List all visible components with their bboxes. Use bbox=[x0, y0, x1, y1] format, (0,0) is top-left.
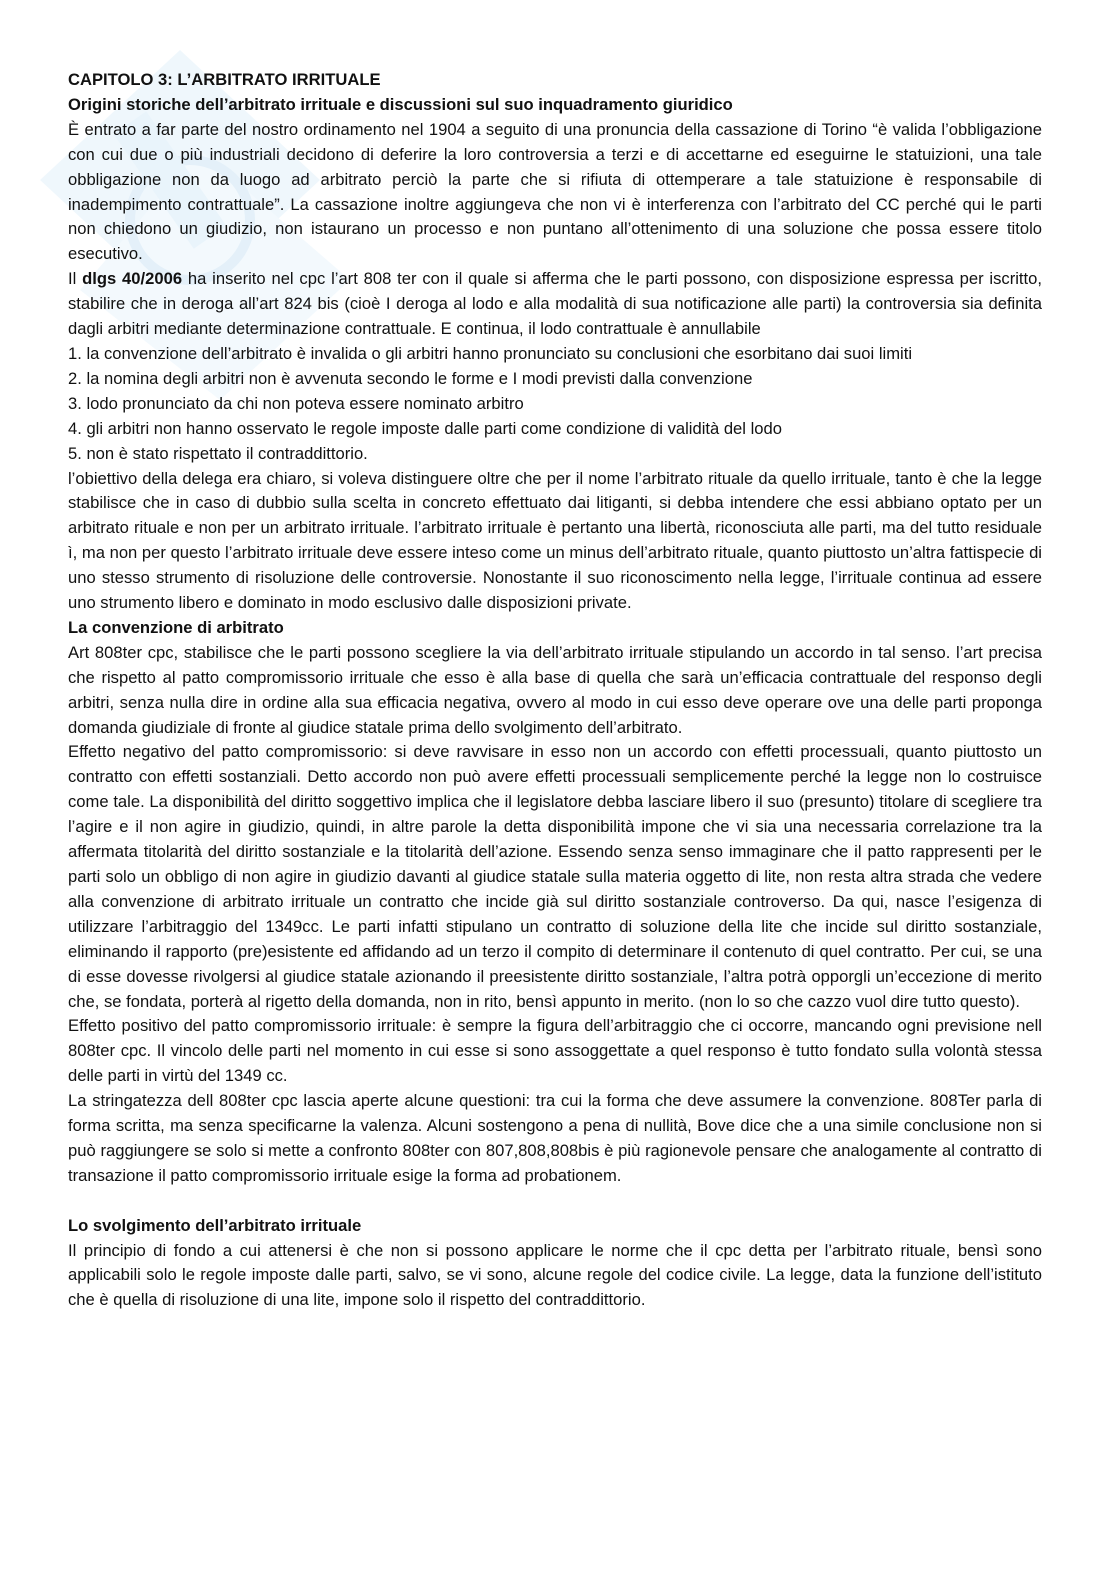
list-item: 3. lodo pronunciato da chi non poteva essere nominato arbitro bbox=[68, 393, 524, 413]
paragraph: La stringatezza dell 808ter cpc lascia aperte alcune questioni: tra cui la forma che deve assumere la convenzione. 808Ter parla di forma scritta, ma senza specificarne la valenza. Alcuni sostengono a pena di nullità, Bove dice che a una simile conclusione non si può raggiungere se solo si mette a confronto 808ter con 807,808,808bis è più ragionevole pensare che analogamente al contratto di transazione il patto compromissorio irrituale esige la forma ad probationem. bbox=[68, 1091, 1042, 1185]
bold-text: dlgs 40/2006 bbox=[82, 269, 183, 289]
document-page bbox=[68, 68, 1042, 1313]
section-heading-convenzione: La convenzione di arbitrato bbox=[68, 617, 284, 637]
list-item: 1. la convenzione dell’arbitrato è invalida o gli arbitri hanno pronunciato su conclusioni che esorbitano dai suoi limiti bbox=[68, 343, 913, 363]
paragraph-dlgs bbox=[68, 267, 1042, 342]
text-run: ha inserito nel cpc l’art 808 ter con il quale si afferma che le parti possono, con disposizione espressa per iscritto, stabilire che in deroga all’art 824 bis (cioè I deroga al lodo e alla modalità di sua notificazione alle parti) la controversia sia definita dagli arbitri mediante determinazione contrattuale. E continua, il lodo contrattuale è annullabile bbox=[68, 269, 1042, 339]
list-item: 2. la nomina degli arbitri non è avvenuta secondo le forme e I modi previsti dalla convenzione bbox=[68, 368, 753, 388]
paragraph: Art 808ter cpc, stabilisce che le parti possono scegliere la via dell’arbitrato irrituale stipulando un accordo in tal senso. l’art precisa che rispetto al patto compromissorio irrituale che esso è alla base di quella che sarà un’efficacia contrattuale del responso degli arbitri, senza nulla dire in ordine alla sua efficacia negativa, ovvero al modo in cui esso deve operare ove una delle parti proponga domanda giudiziale di fronte al giudice statale prima dello svolgimento dell’arbitrato. bbox=[68, 642, 1042, 737]
text-run: Il bbox=[68, 269, 83, 289]
paragraph: l’obiettivo della delega era chiaro, si voleva distinguere oltre che per il nome l’arbitrato rituale da quello irrituale, tanto è che la legge stabilisce che in caso di dubbio sulla scelta in concreto effettuato dai litiganti, si debba intendere che essi abbiano optato per un arbitrato rituale e non per un arbitrato irrituale. l’arbitrato irrituale è pertanto una libertà, riconosciuta alle parti, ma del tutto residuale ì, ma non per questo l’arbitrato irrituale deve essere inteso come un minus dell’arbitrato rituale, quanto piuttosto un’altra fattispecie di uno stesso strumento di risoluzione delle controversie. Nonostante il suo riconoscimento nella legge, l’irrituale continua ad essere uno strumento libero e dominato in modo esclusivo dalle disposizioni private. bbox=[68, 468, 1042, 613]
spacer bbox=[68, 1189, 1042, 1214]
paragraph: È entrato a far parte del nostro ordinamento nel 1904 a seguito di una pronuncia della cassazione di Torino “è valida l’obbligazione con cui due o più industriali decidono di deferire la loro controversia a terzi e di accettarne ed eseguirne le statuizioni, una tale obbligazione non da luogo ad arbitrato perciò la parte che si rifiuta di ottemperare a tale statuizione è responsabile di inadempimento contrattuale”. La cassazione inoltre aggiungeva che non vi è interferenza con l’arbitrato del CC perché qui le parti non chiedono un giudizio, non istaurano un processo e non puntano all’ottenimento di una soluzione che possa essere titolo esecutivo. bbox=[68, 119, 1042, 264]
paragraph: Effetto positivo del patto compromissorio irrituale: è sempre la figura dell’arbitraggio che ci occorre, mancando ogni previsione nell 808ter cpc. Il vincolo delle parti nel momento in cui esse si sono assoggettate a quel responso è tutto fondato sulla volontà stessa delle parti in virtù del 1349 cc. bbox=[68, 1016, 1042, 1086]
paragraph: Il principio di fondo a cui attenersi è che non si possono applicare le norme che il cpc detta per l’arbitrato rituale, bensì sono applicabili solo le regole imposte dalle parti, salvo, se vi sono, alcune regole del codice civile. La legge, data la funzione dell’istituto che è quella di risoluzione di una lite, impone solo il rispetto del contraddittorio. bbox=[68, 1240, 1042, 1310]
list-item: 4. gli arbitri non hanno osservato le regole imposte dalle parti come condizione di validità del lodo bbox=[68, 418, 782, 438]
chapter-title: CAPITOLO 3: L’ARBITRATO IRRITUALE bbox=[68, 70, 381, 89]
paragraph: Effetto negativo del patto compromissorio: si deve ravvisare in esso non un accordo con effetti processuali, quanto piuttosto un contratto con effetti sostanziali. Detto accordo non può avere effetti processuali semplicemente perché la legge non lo costruisce come tale. La disponibilità del diritto soggettivo implica che il legislatore debba lasciare libero il suo (presunto) titolare di scegliere tra l’agire e il non agire in giudizio, quindi, in altre parole la detta disponibilità impone che vi sia una necessaria correlazione tra la affermata titolarità del diritto sostanziale e la titolarità dell’azione. Essendo senza senso immaginare che il patto rappresenti per le parti solo un obbligo di non agire in giudizio davanti al giudice statale sulla materia oggetto di lite, non resta altra strada che vedere alla convenzione di arbitrato irrituale un contratto che incide già sul diritto sostanziale controverso. Da qui, nasce l’esigenza di utilizzare l’arbitraggio del 1349cc. Le parti infatti stipulano un contratto di soluzione della lite che incide sul diritto sostanziale, eliminando il rapporto (pre)esistente ed affidando ad un terzo il compito di determinare il contenuto di quel contratto. Per cui, se una di esse dovesse rivolgersi al giudice statale azionando il preesistente diritto sostanziale, l’altra potrà opporgli un’eccezione di merito che, se fondata, porterà al rigetto della domanda, non in rito, bensì appunto in merito. (non lo so che cazzo vuol dire tutto questo). bbox=[68, 742, 1042, 1011]
list-item: 5. non è stato rispettato il contraddittorio. bbox=[68, 443, 368, 463]
section-heading-origini: Origini storiche dell’arbitrato irrituale e discussioni sul suo inquadramento giuridico bbox=[68, 94, 733, 114]
section-heading-svolgimento: Lo svolgimento dell’arbitrato irrituale bbox=[68, 1215, 362, 1235]
